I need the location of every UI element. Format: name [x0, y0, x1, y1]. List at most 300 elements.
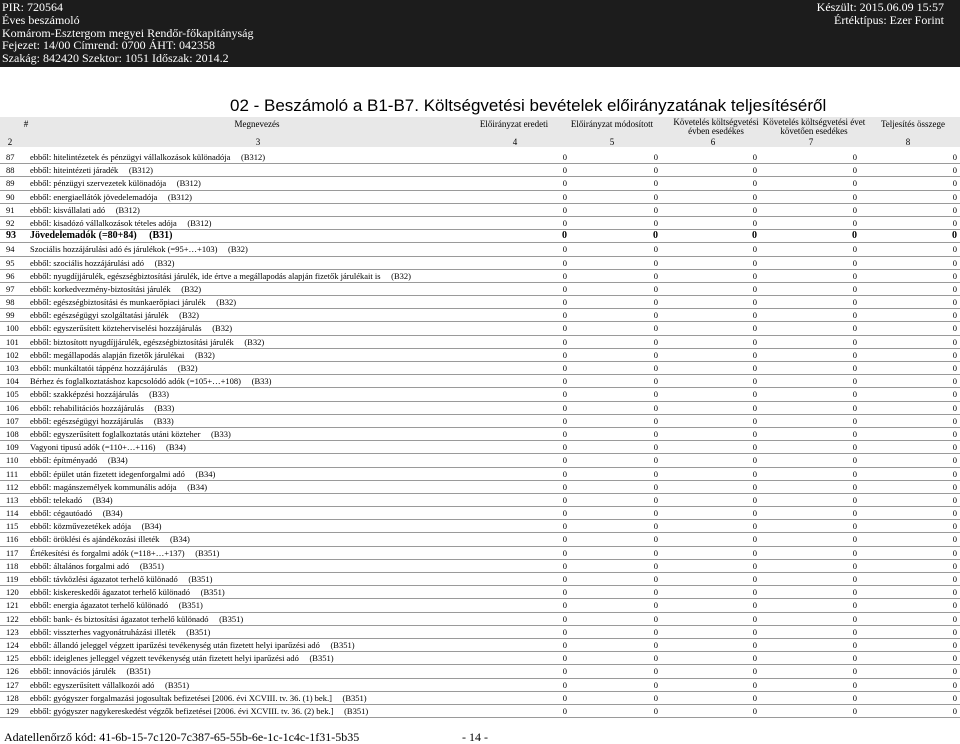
row-value: 0 [752, 415, 757, 426]
row-value: 0 [952, 191, 957, 202]
row-value: 0 [562, 455, 567, 466]
row-value: 0 [562, 244, 567, 255]
row-name: ebből: távközlési ágazatot terhelő különadó (B351) [30, 574, 213, 584]
colnum-5: 5 [609, 137, 615, 147]
row-value: 0 [952, 468, 957, 479]
row-value: 0 [752, 442, 757, 453]
row-name: ebből: gyógyszer nagykereskedést végzők befizetései [2006. évi XCVIII. tv. 36. (2) bek.] (B351) [30, 705, 369, 716]
row-value: 0 [952, 178, 957, 189]
row-name: Értékesítési és forgalmi adók (=118+…+137) (B351) [30, 547, 220, 558]
row-value: 0 [952, 204, 957, 215]
table-row [0, 204, 960, 217]
report-title: 02 - Beszámoló a B1-B7. Költségvetési bevételek előirányzatának teljesítéséről [230, 96, 827, 115]
row-value: 0 [752, 323, 757, 334]
row-value: 0 [952, 376, 957, 387]
row-value: 0 [752, 613, 757, 624]
row-value: 0 [653, 389, 658, 400]
row-value: 0 [653, 442, 658, 453]
row-value: 0 [852, 363, 857, 373]
row-value: 0 [653, 257, 658, 268]
row-value: 0 [562, 310, 567, 321]
row-value: 0 [952, 310, 957, 321]
row-name: ebből: biztosított nyugdíjjárulék, egészségbiztosítási járulék (B32) [30, 336, 265, 347]
chapter-line: Fejezet: 14/00 Címrend: 0700 ÁHT: 042358 [2, 38, 216, 53]
row-value: 0 [752, 283, 757, 294]
row-name: ebből: energia ágazatot terhelő különadó (B351) [30, 600, 203, 611]
row-number: 92 [6, 217, 15, 228]
row-value: 0 [852, 626, 857, 637]
row-value: 0 [653, 323, 658, 334]
row-value: 0 [653, 336, 658, 347]
row-number: 102 [6, 349, 19, 360]
row-value: 0 [852, 442, 857, 453]
row-name: ebből: egyszerűsített közteherviselési hozzájárulás (B32) [30, 323, 233, 334]
row-value: 0 [952, 455, 957, 466]
row-name: ebből: munkáltatói táppénz hozzájárulás (B32) [30, 363, 198, 373]
row-value: 0 [852, 402, 857, 413]
row-number: 125 [6, 653, 19, 664]
row-value: 0 [562, 653, 567, 664]
row-value: 0 [653, 574, 658, 584]
row-number: 128 [6, 692, 19, 703]
col-original-estimate: Előirányzat eredeti [479, 119, 549, 129]
row-name: ebből: visszterhes vagyonátruházási illeték (B351) [30, 626, 211, 637]
row-name: ebből: egyszerűsített foglalkoztatás utáni közteher (B33) [30, 428, 231, 439]
row-number: 116 [6, 534, 19, 545]
row-value: 0 [653, 666, 658, 677]
table-row [0, 428, 960, 441]
row-value: 0 [752, 244, 757, 255]
row-name: ebből: kisadózó vállalkozások tételes adója (B312) [30, 217, 212, 228]
row-value: 0 [852, 376, 857, 387]
row-value: 0 [752, 349, 757, 360]
table-row [0, 679, 960, 692]
table-row [0, 217, 960, 230]
row-value: 0 [562, 376, 567, 387]
row-number: 103 [6, 363, 19, 373]
row-value: 0 [852, 639, 857, 650]
row-value: 0 [653, 494, 658, 505]
row-number: 108 [6, 428, 19, 439]
row-value: 0 [562, 191, 567, 202]
row-value: 0 [653, 244, 658, 255]
table-row [0, 243, 960, 256]
row-value: 0 [562, 574, 567, 584]
row-name: ebből: állandó jeleggel végzett iparűzési tevékenység után fizetett helyi iparűzési adó (B351) [30, 639, 355, 650]
row-value: 0 [852, 230, 857, 242]
row-value: 0 [653, 653, 658, 664]
row-value: 0 [852, 560, 857, 571]
row-value: 0 [562, 270, 567, 281]
row-number: 97 [6, 283, 15, 294]
table-row [0, 533, 960, 546]
row-name: ebből: épület után fizetett idegenforgalmi adó (B34) [30, 468, 216, 479]
row-value: 0 [852, 270, 857, 281]
row-value: 0 [653, 508, 658, 519]
row-value: 0 [852, 415, 857, 426]
row-value: 0 [653, 230, 658, 242]
row-value: 0 [653, 310, 658, 321]
row-value: 0 [562, 679, 567, 690]
row-value: 0 [752, 534, 757, 545]
table-row [0, 692, 960, 705]
row-value: 0 [562, 508, 567, 519]
row-name: ebből: kiskereskedői ágazatot terhelő különadó (B351) [30, 587, 225, 598]
row-value: 0 [952, 244, 957, 255]
table-row [0, 402, 960, 415]
row-value: 0 [752, 521, 757, 532]
row-value: 0 [653, 283, 658, 294]
table-row [0, 626, 960, 639]
row-name: ebből: rehabilitációs hozzájárulás (B33) [30, 402, 175, 413]
row-name: Szociális hozzájárulási adó és járulékok (=95+…+103) (B32) [30, 244, 248, 255]
row-number: 129 [6, 705, 19, 716]
row-value: 0 [562, 600, 567, 611]
row-value: 0 [653, 705, 658, 716]
row-value: 0 [562, 217, 567, 228]
row-value: 0 [653, 455, 658, 466]
row-name: Bérhez és foglalkoztatáshoz kapcsolódó adók (=105+…+108) (B33) [30, 376, 272, 387]
row-value: 0 [852, 336, 857, 347]
row-value: 0 [562, 705, 567, 716]
row-value: 0 [752, 508, 757, 519]
row-value: 0 [952, 508, 957, 519]
row-value: 0 [952, 639, 957, 650]
col-fulfilment: Teljesítés összege [880, 119, 946, 129]
row-value: 0 [852, 613, 857, 624]
row-value: 0 [562, 283, 567, 294]
row-number: 91 [6, 204, 15, 215]
colnum-3: 3 [255, 137, 261, 147]
report-header [0, 0, 960, 67]
row-name: ebből: szakképzési hozzájárulás (B33) [30, 389, 170, 400]
row-value: 0 [952, 349, 957, 360]
row-number: 122 [6, 613, 19, 624]
row-value: 0 [653, 639, 658, 650]
row-name: ebből: egészségügyi szolgáltatási járulék (B32) [30, 310, 200, 321]
row-value: 0 [752, 560, 757, 571]
table-row [0, 705, 960, 718]
row-value: 0 [752, 257, 757, 268]
row-value: 0 [852, 244, 857, 255]
colnum-6: 6 [710, 137, 716, 147]
row-value: 0 [752, 165, 757, 176]
table-header [0, 117, 960, 137]
row-value: 0 [952, 626, 957, 637]
row-value: 0 [562, 587, 567, 598]
row-value: 0 [653, 626, 658, 637]
row-value: 0 [852, 494, 857, 505]
col-receivable-current: Követelés költségvetési évben esedékes [673, 117, 759, 136]
table-row [0, 481, 960, 494]
col-name: Megnevezés [234, 119, 280, 129]
table-row [0, 494, 960, 507]
row-value: 0 [562, 165, 567, 176]
row-value: 0 [952, 534, 957, 545]
row-number: 100 [6, 323, 19, 334]
row-number: 93 [6, 230, 16, 242]
row-value: 0 [752, 639, 757, 650]
table-body [0, 151, 960, 718]
row-value: 0 [562, 547, 567, 558]
row-value: 0 [653, 560, 658, 571]
row-value: 0 [562, 534, 567, 545]
table-row [0, 573, 960, 586]
row-number: 117 [6, 547, 19, 558]
table-row [0, 415, 960, 428]
table-row [0, 520, 960, 533]
row-value: 0 [852, 587, 857, 598]
table-row [0, 547, 960, 560]
row-value: 0 [852, 283, 857, 294]
row-value: 0 [852, 547, 857, 558]
row-number: 110 [6, 455, 19, 466]
row-value: 0 [752, 574, 757, 584]
row-value: 0 [952, 257, 957, 268]
row-value: 0 [752, 705, 757, 716]
row-name: ebből: öröklési és ajándékozási illeték (B34) [30, 534, 190, 545]
row-value: 0 [752, 626, 757, 637]
row-value: 0 [653, 191, 658, 202]
pir-line: PIR: 720564 [2, 0, 64, 14]
row-value: 0 [852, 349, 857, 360]
row-value: 0 [653, 178, 658, 189]
row-number: 115 [6, 521, 19, 532]
row-value: 0 [952, 402, 957, 413]
table-row [0, 322, 960, 335]
row-value: 0 [952, 692, 957, 703]
row-value: 0 [952, 587, 957, 598]
row-value: 0 [752, 204, 757, 215]
row-value: 0 [952, 574, 957, 584]
row-value: 0 [852, 679, 857, 690]
row-name: ebből: pénzügyi szervezetek különadója (B312) [30, 178, 201, 189]
row-number: 94 [6, 244, 15, 255]
row-value: 0 [852, 468, 857, 479]
row-name: ebből: hiteintézeti járadék (B312) [30, 165, 153, 176]
row-value: 0 [653, 692, 658, 703]
row-value: 0 [852, 653, 857, 664]
row-value: 0 [752, 494, 757, 505]
row-number: 120 [6, 587, 19, 598]
row-value: 0 [852, 705, 857, 716]
row-value: 0 [852, 455, 857, 466]
row-value: 0 [952, 323, 957, 334]
value-type-line: Értéktípus: Ezer Forint [834, 12, 944, 27]
row-number: 113 [6, 494, 19, 505]
row-number: 109 [6, 442, 19, 453]
row-value: 0 [653, 587, 658, 598]
row-value: 0 [562, 626, 567, 637]
row-value: 0 [952, 679, 957, 690]
row-number: 121 [6, 600, 19, 611]
table-row [0, 454, 960, 467]
colnum-4: 4 [512, 137, 518, 147]
row-value: 0 [752, 376, 757, 387]
table-row [0, 191, 960, 204]
row-value: 0 [752, 653, 757, 664]
row-value: 0 [952, 560, 957, 571]
row-value: 0 [752, 679, 757, 690]
row-value: 0 [852, 310, 857, 321]
row-value: 0 [562, 336, 567, 347]
table-row [0, 639, 960, 652]
row-value: 0 [653, 297, 658, 308]
row-value: 0 [562, 521, 567, 532]
row-value: 0 [562, 666, 567, 677]
row-value: 0 [852, 191, 857, 202]
row-value: 0 [852, 534, 857, 545]
row-value: 0 [952, 217, 957, 228]
row-value: 0 [852, 165, 857, 176]
row-value: 0 [562, 363, 567, 373]
page-footer [0, 730, 960, 744]
row-number: 105 [6, 389, 19, 400]
row-value: 0 [653, 349, 658, 360]
row-number: 87 [6, 152, 15, 162]
row-value: 0 [562, 560, 567, 571]
row-number: 124 [6, 639, 19, 650]
report-type-line: Éves beszámoló [2, 12, 80, 27]
row-value: 0 [852, 428, 857, 439]
row-name: ebből: ideiglenes jelleggel végzett tevékenység után fizetett helyi iparűzési adó (B351) [30, 653, 334, 664]
table-row [0, 336, 960, 349]
row-name: ebből: cégautóadó (B34) [30, 508, 123, 519]
row-number: 127 [6, 679, 19, 690]
table-row [0, 177, 960, 190]
row-name: ebből: hitelintézetek és pénzügyi vállalkozások különadója (B312) [30, 152, 266, 162]
row-value: 0 [562, 692, 567, 703]
row-value: 0 [562, 152, 567, 162]
row-value: 0 [952, 600, 957, 611]
header-left-block [2, 1, 253, 65]
row-value: 0 [752, 363, 757, 373]
row-value: 0 [852, 178, 857, 189]
table-row [0, 388, 960, 401]
row-value: 0 [852, 297, 857, 308]
row-name: ebből: általános forgalmi adó (B351) [30, 560, 164, 571]
row-value: 0 [852, 323, 857, 334]
row-value: 0 [562, 442, 567, 453]
row-value: 0 [852, 600, 857, 611]
table-row [0, 164, 960, 177]
row-value: 0 [952, 165, 957, 176]
row-value: 0 [752, 152, 757, 162]
sector-line: Szakág: 842420 Szektor: 1051 Időszak: 2014.2 [2, 51, 229, 66]
row-number: 88 [6, 165, 15, 176]
column-number-row [0, 137, 960, 147]
row-value: 0 [752, 191, 757, 202]
row-value: 0 [653, 217, 658, 228]
row-number: 114 [6, 508, 19, 519]
row-value: 0 [752, 230, 757, 242]
row-value: 0 [752, 428, 757, 439]
row-value: 0 [653, 547, 658, 558]
row-name: ebből: kisvállalati adó (B312) [30, 204, 140, 215]
page-number: - 14 - [462, 730, 488, 744]
row-value: 0 [852, 481, 857, 492]
row-value: 0 [852, 521, 857, 532]
row-value: 0 [562, 230, 567, 242]
row-value: 0 [562, 428, 567, 439]
table-row [0, 296, 960, 309]
row-name: ebből: magánszemélyek kommunális adója (B34) [30, 481, 208, 492]
row-value: 0 [653, 534, 658, 545]
row-name: ebből: egészségbiztosítási és munkaerőpiaci járulék (B32) [30, 297, 237, 308]
row-value: 0 [852, 508, 857, 519]
table-row [0, 270, 960, 283]
row-name: ebből: innovációs járulék (B351) [30, 666, 151, 677]
colnum-7: 7 [808, 137, 814, 147]
row-value: 0 [653, 204, 658, 215]
table-row [0, 468, 960, 481]
row-number: 95 [6, 257, 15, 268]
row-number: 126 [6, 666, 19, 677]
row-value: 0 [562, 178, 567, 189]
validation-code: Adatellenőrző kód: 41-6b-15-7c120-7c387-65-55b-6e-1c-1c4c-1f31-5b35 [4, 730, 360, 744]
table-row [0, 362, 960, 375]
row-value: 0 [952, 547, 957, 558]
table-row [0, 349, 960, 362]
row-value: 0 [852, 389, 857, 400]
row-value: 0 [752, 455, 757, 466]
row-value: 0 [562, 323, 567, 334]
colnum-8: 8 [905, 137, 911, 147]
row-value: 0 [952, 297, 957, 308]
row-value: 0 [653, 402, 658, 413]
row-value: 0 [752, 310, 757, 321]
header-right-block [817, 1, 944, 27]
row-name: ebből: energiaellátók jövedelemadója (B312) [30, 191, 192, 202]
row-value: 0 [852, 666, 857, 677]
row-name: ebből: megállapodás alapján fizetők járulékai (B32) [30, 349, 215, 360]
table-row [0, 230, 960, 243]
row-value: 0 [952, 613, 957, 624]
row-value: 0 [752, 270, 757, 281]
table-row [0, 665, 960, 678]
row-name: Vagyoni tipusú adók (=110+…+116) (B34) [30, 442, 186, 453]
row-value: 0 [653, 600, 658, 611]
table-row [0, 507, 960, 520]
row-value: 0 [852, 152, 857, 162]
row-value: 0 [562, 204, 567, 215]
row-value: 0 [952, 481, 957, 492]
row-number: 106 [6, 402, 19, 413]
row-name: ebből: szociális hozzájárulási adó (B32) [30, 257, 175, 268]
row-value: 0 [752, 600, 757, 611]
row-name: Jövedelemadók (=80+84) (B31) [30, 230, 173, 242]
row-value: 0 [752, 297, 757, 308]
colnum-2: 2 [7, 137, 13, 147]
row-value: 0 [952, 389, 957, 400]
row-number: 90 [6, 191, 15, 202]
row-value: 0 [562, 297, 567, 308]
row-value: 0 [653, 679, 658, 690]
row-number: 118 [6, 560, 19, 571]
row-value: 0 [562, 494, 567, 505]
row-value: 0 [653, 270, 658, 281]
row-value: 0 [653, 363, 658, 373]
row-number: 123 [6, 626, 19, 637]
row-value: 0 [653, 376, 658, 387]
row-number: 98 [6, 297, 15, 308]
row-name: ebből: bank- és biztosítási ágazatot terhelő különadó (B351) [30, 613, 244, 624]
row-value: 0 [752, 481, 757, 492]
table-row [0, 375, 960, 388]
row-value: 0 [752, 692, 757, 703]
row-value: 0 [752, 389, 757, 400]
row-number: 104 [6, 376, 19, 387]
